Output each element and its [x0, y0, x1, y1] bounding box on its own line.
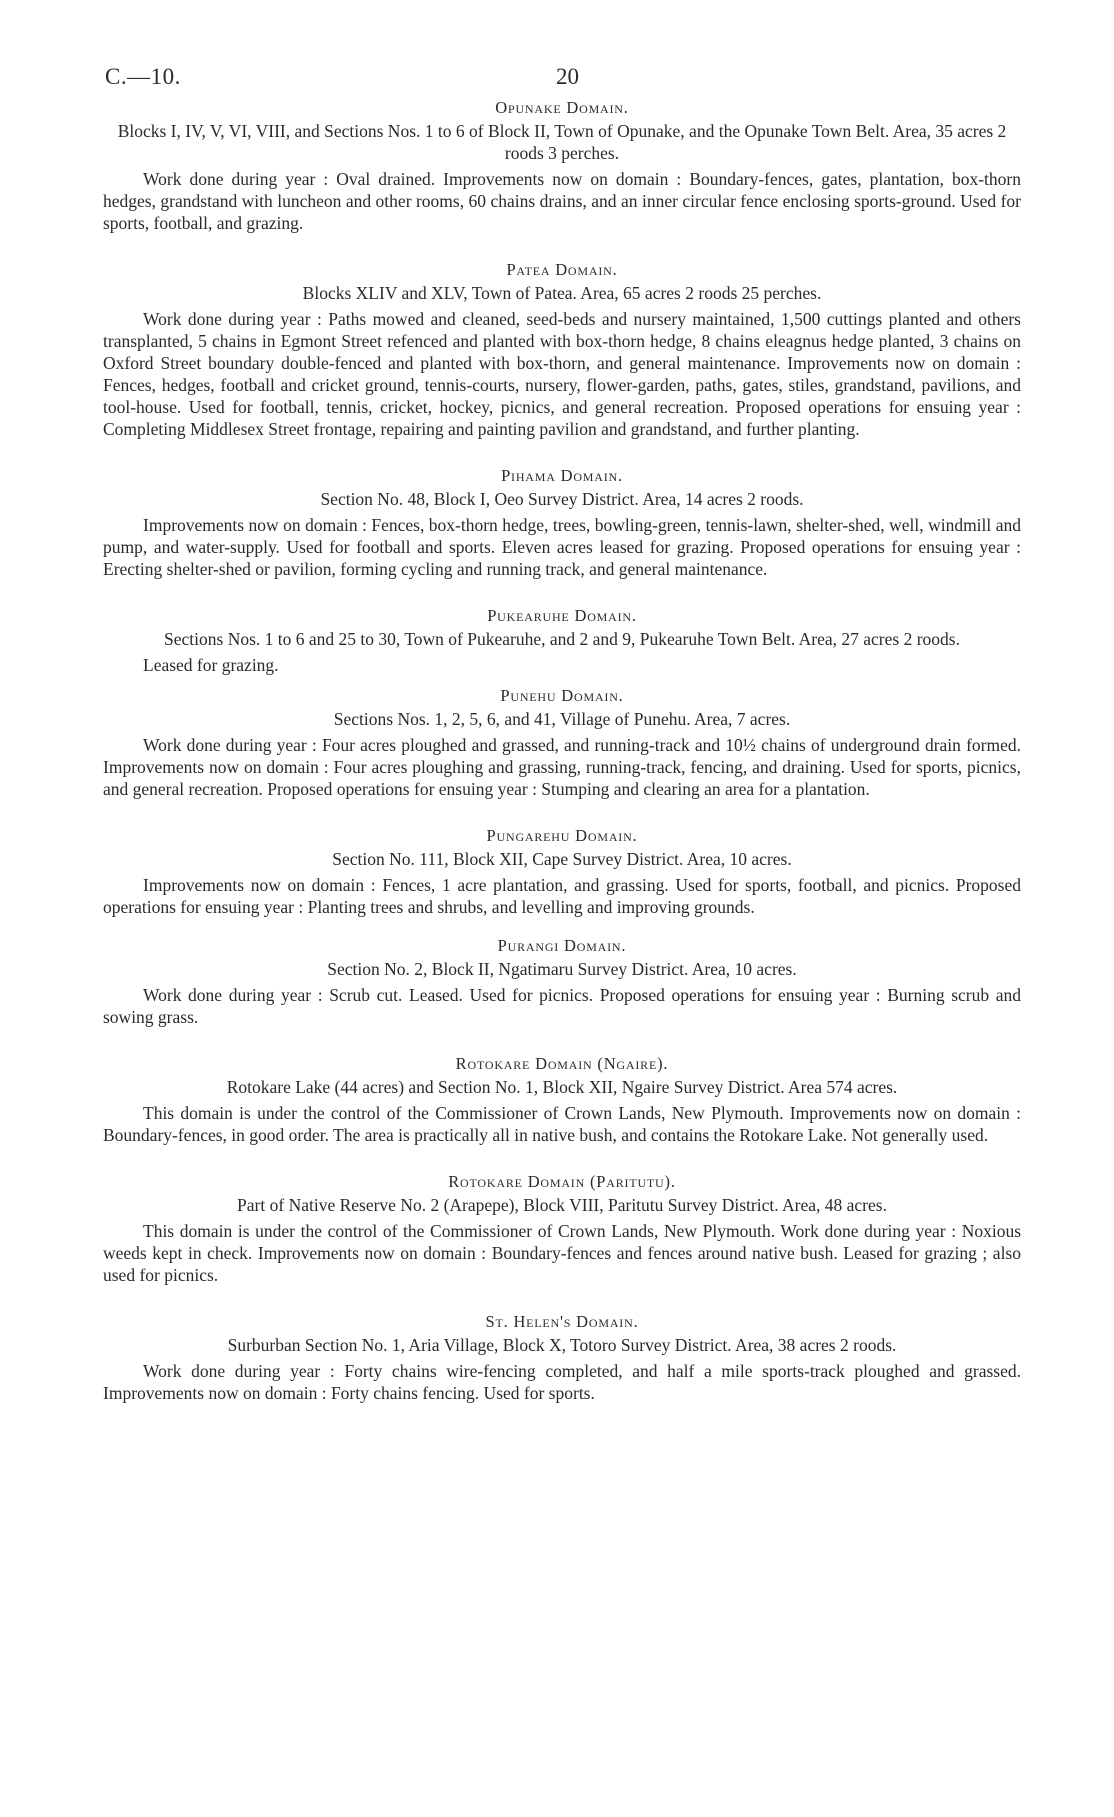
section-body: Leased for grazing.	[143, 655, 279, 675]
section-body: Work done during year : Scrub cut. Leased. Used for picnics. Proposed operations for ensuing year : Burning scrub and sowing grass.	[103, 985, 1021, 1027]
section-description: Sections Nos. 1 to 6 and 25 to 30, Town of Pukearuhe, and 2 and 9, Pukearuhe Town Belt. Area, 27 acres 2 roods.	[164, 629, 960, 649]
section-title: Rotokare Domain (Ngaire).	[455, 1054, 669, 1073]
section-body: This domain is under the control of the Commissioner of Crown Lands, New Plymouth. Work done during year : Noxious weeds kept in check. Improvements now on domain : Boundary-fences and fences around native bush. Leased for grazing ; also used for picnics.	[103, 1221, 1021, 1285]
section-title: Patea Domain.	[506, 260, 618, 279]
section-opunake-domain	[103, 98, 1021, 234]
section-patea-domain	[103, 260, 1021, 440]
section-punehu-domain	[103, 686, 1021, 800]
section-body: Work done during year : Forty chains wire-fencing completed, and half a mile sports-track ploughed and grassed. Improvements now on domain : Forty chains fencing. Used for sports.	[103, 1361, 1021, 1403]
section-rotokare-paritutu-domain	[103, 1172, 1021, 1286]
section-description: Section No. 111, Block XII, Cape Survey District. Area, 10 acres.	[332, 849, 792, 869]
section-description: Surburban Section No. 1, Aria Village, Block X, Totoro Survey District. Area, 38 acres 2 roods.	[227, 1335, 897, 1355]
section-body: Work done during year : Four acres ploughed and grassed, and running-track and 10½ chains of underground drain formed. Improvements now on domain : Four acres ploughing and grassing, running-track, fencing, and draining. Used for sports, picnics, and general recreation. Proposed operations for ensuing year : Stumping and clearing an area for a plantation.	[103, 735, 1021, 799]
page-number: 20	[556, 64, 579, 89]
section-title: Punehu Domain.	[500, 686, 624, 705]
section-st-helens-domain	[103, 1312, 1021, 1404]
document-reference: C.—10.	[105, 64, 181, 89]
section-body: Improvements now on domain : Fences, 1 acre plantation, and grassing. Used for sports, football, and picnics. Proposed operations for ensuing year : Planting trees and shrubs, and levelling and improving grounds.	[103, 875, 1021, 917]
page-header	[103, 62, 1021, 98]
section-pihama-domain	[103, 466, 1021, 580]
section-description: Section No. 48, Block I, Oeo Survey District. Area, 14 acres 2 roods.	[320, 489, 804, 509]
section-description: Sections Nos. 1, 2, 5, 6, and 41, Village of Punehu. Area, 7 acres.	[333, 709, 791, 729]
section-body: Improvements now on domain : Fences, box-thorn hedge, trees, bowling-green, tennis-lawn, shelter-shed, well, windmill and pump, and water-supply. Used for football and sports. Eleven acres leased for grazing. Proposed operations for ensuing year : Erecting shelter-shed or pavilion, forming cycling and running track, and general maintenance.	[103, 515, 1021, 579]
section-description: Part of Native Reserve No. 2 (Arapepe), Block VIII, Paritutu Survey District. Area, 48 acres.	[237, 1195, 887, 1215]
section-description: Blocks I, IV, V, VI, VIII, and Sections Nos. 1 to 6 of Block II, Town of Opunake, and the Opunake Town Belt. Area, 35 acres 2 roods 3 perches.	[117, 121, 1007, 163]
section-description: Rotokare Lake (44 acres) and Section No. 1, Block XII, Ngaire Survey District. Area 574 acres.	[226, 1077, 898, 1097]
section-description: Blocks XLIV and XLV, Town of Patea. Area, 65 acres 2 roods 25 perches.	[302, 283, 822, 303]
section-title: Pihama Domain.	[501, 466, 623, 485]
section-title: Purangi Domain.	[497, 936, 627, 955]
section-title: St. Helen's Domain.	[485, 1312, 639, 1331]
section-purangi-domain	[103, 936, 1021, 1028]
section-pukearuhe-domain	[103, 606, 1021, 676]
document-page	[103, 62, 1021, 1404]
section-body: Work done during year : Oval drained. Improvements now on domain : Boundary-fences, gates, plantation, box-thorn hedges, grandstand with luncheon and other rooms, 60 chains drains, and an inner circular fence enclosing sports-ground. Used for sports, football, and grazing.	[103, 169, 1021, 233]
section-title: Pungarehu Domain.	[486, 826, 638, 845]
section-pungarehu-domain	[103, 826, 1021, 918]
section-title: Pukearuhe Domain.	[487, 606, 637, 625]
section-title: Opunake Domain.	[495, 98, 629, 117]
section-body: This domain is under the control of the Commissioner of Crown Lands, New Plymouth. Improvements now on domain : Boundary-fences, in good order. The area is practically all in native bush, and contains the Rotokare Lake. Not generally used.	[103, 1103, 1021, 1145]
section-title: Rotokare Domain (Paritutu).	[448, 1172, 676, 1191]
section-body: Work done during year : Paths mowed and cleaned, seed-beds and nursery maintained, 1,500 cuttings planted and others transplanted, 5 chains in Egmont Street refenced and planted with box-thorn hedge, 8 chains eleagnus hedge planted, 3 chains on Oxford Street boundary double-fenced and planted with box-thorn, and general maintenance. Improvements now on domain : Fences, hedges, football and cricket ground, tennis-courts, nursery, flower-garden, paths, gates, stiles, grandstand, pavilions, and tool-house. Used for football, tennis, cricket, hockey, picnics, and general recreation. Proposed operations for ensuing year : Completing Middlesex Street frontage, repairing and painting pavilion and grandstand, and further planting.	[103, 309, 1021, 439]
section-description: Section No. 2, Block II, Ngatimaru Survey District. Area, 10 acres.	[327, 959, 797, 979]
section-rotokare-ngaire-domain	[103, 1054, 1021, 1146]
